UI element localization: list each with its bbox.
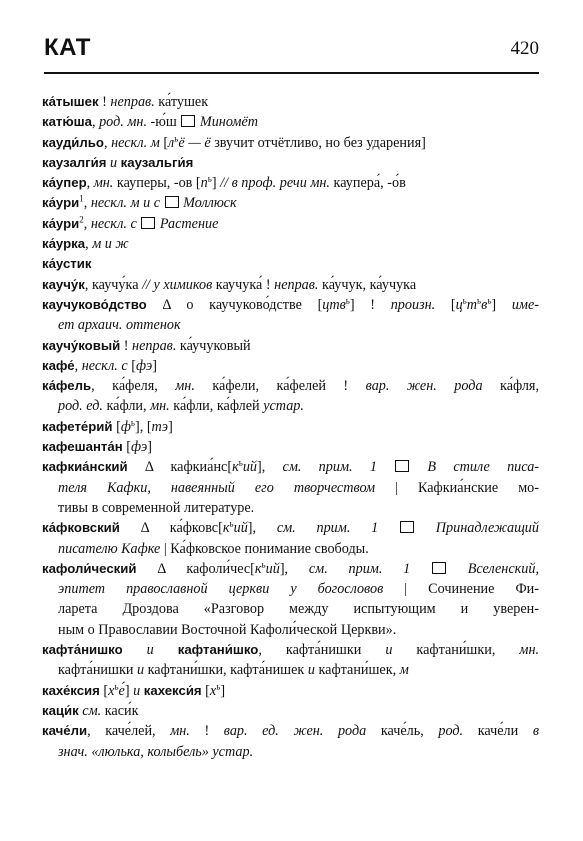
entry-text: каси́к — [101, 702, 139, 719]
italic-note: ий — [233, 520, 248, 537]
headword: ка́фковский — [42, 520, 120, 536]
entry-text: , — [103, 134, 112, 151]
italic-note: и — [385, 642, 393, 659]
italic-note: В стиле писа- — [410, 459, 540, 476]
headword: кафе́ — [42, 357, 75, 373]
entry-line — [44, 173, 539, 193]
entry-line — [44, 701, 539, 721]
italic-note: ё — ё — [178, 134, 211, 151]
illustration-box-icon — [395, 460, 409, 472]
entry-text: ! — [98, 94, 111, 110]
headword: каузалги́я — [42, 154, 107, 170]
italic-note: род. ед. — [58, 398, 103, 415]
italic-note: и — [133, 682, 144, 699]
dictionary-entry — [44, 336, 539, 356]
entry-text: Δ кафоли́чес[ — [136, 560, 255, 577]
italic-note: Моллюск — [179, 195, 237, 212]
italic-note: см. прим. 1 — [282, 459, 395, 476]
entry-line — [44, 234, 539, 254]
entry-text: ] — [211, 175, 221, 192]
entry-text: , — [83, 215, 91, 232]
italic-note: нескл. с — [81, 357, 128, 374]
italic-note: // у химиков — [142, 276, 213, 293]
entry-text: ка́фля, — [482, 378, 540, 395]
entry-text: , — [85, 236, 93, 253]
italic-note: и — [106, 154, 121, 171]
entry-text: ] — [147, 439, 153, 456]
italic-note: мн. — [93, 175, 114, 192]
entry-text: ка́учуковый — [176, 337, 251, 354]
dictionary-entry — [44, 681, 539, 701]
italic-note: тэ — [151, 418, 169, 435]
headword: кафоли́ческий — [42, 560, 137, 576]
entry-text: [ — [127, 357, 136, 374]
entries-list — [44, 92, 539, 762]
entry-text: Δ кафкиа́нс[ — [127, 459, 233, 476]
entry-text: ка́фели, ка́фелей ! — [194, 378, 366, 395]
headword: ка́устик — [42, 256, 92, 272]
superscript: ь — [207, 173, 212, 184]
entry-line — [44, 295, 539, 315]
headword: каучуково́дство — [42, 296, 147, 312]
headword: ка́ури — [42, 215, 80, 231]
superscript: ь — [174, 132, 179, 143]
italic-note: Принадлежащий — [415, 520, 539, 537]
entry-line — [44, 193, 539, 213]
italic-note: неправ. — [274, 276, 319, 293]
italic-note: ий — [242, 459, 257, 476]
italic-note: ф — [120, 418, 131, 435]
dictionary-entry — [44, 214, 539, 234]
entry-text: | Кафкиа́нские мо- — [375, 479, 539, 496]
superscript: ь — [216, 680, 221, 691]
entry-text: кафтани́шки, — [392, 642, 520, 659]
italic-note: мн. — [150, 398, 170, 415]
dictionary-entry — [44, 193, 539, 213]
entry-text: , — [91, 114, 100, 131]
entry-text: ], [ — [135, 418, 152, 435]
italic-note: м — [399, 662, 409, 679]
dictionary-entry — [44, 356, 539, 376]
italic-note: к — [254, 560, 262, 577]
italic-note: нескл. м и с — [90, 195, 164, 212]
dictionary-entry — [44, 254, 539, 274]
dictionary-entry — [44, 234, 539, 254]
entry-text: , каче́лей, — [87, 723, 171, 740]
headword: каузальги́я — [120, 154, 194, 170]
italic-note: и — [307, 662, 315, 679]
headword: каци́к — [42, 702, 79, 718]
italic-note: к — [222, 520, 230, 537]
headword: ка́тышек — [42, 94, 99, 109]
italic-note: вар. жен. рода — [365, 378, 483, 395]
header-rule — [44, 72, 539, 74]
headword: кахе́ксия — [42, 682, 100, 698]
entry-line — [44, 214, 539, 234]
entry-line — [44, 721, 539, 741]
dictionary-entry — [44, 437, 539, 457]
entry-continuation-line — [44, 396, 539, 416]
italic-note: вар. ед. жен. рода — [223, 723, 367, 740]
entry-text: , — [86, 175, 94, 192]
dictionary-entry — [44, 295, 539, 336]
headword: каче́ли — [42, 723, 88, 739]
headword: катю́ша — [42, 114, 92, 130]
dictionary-entry — [44, 518, 539, 559]
italic-note: Миномёт — [196, 114, 258, 131]
entry-text: | Ка́фковское понимание свободы. — [160, 540, 369, 557]
entry-text: [ — [435, 296, 456, 313]
dictionary-entry — [44, 457, 539, 518]
illustration-box-icon — [165, 196, 179, 208]
headword: ка́фель — [42, 378, 92, 394]
illustration-box-icon — [141, 217, 155, 229]
italic-note: // в проф. речи мн. — [220, 175, 330, 192]
entry-text: каупера́, -о́в — [329, 175, 406, 192]
entry-line — [44, 640, 539, 660]
italic-note: в — [481, 296, 488, 313]
italic-note: Растение — [156, 215, 219, 232]
headword: ка́урка — [42, 236, 86, 252]
headword: кахекси́я — [143, 682, 202, 698]
dictionary-entry — [44, 376, 539, 417]
entry-text: ] — [124, 682, 134, 699]
entry-text: , каучу́ка — [84, 276, 143, 293]
italic-note: род. мн. — [99, 114, 147, 131]
superscript: ь — [130, 417, 135, 428]
entry-continuation-line — [44, 620, 539, 640]
entry-text: каче́ли — [463, 723, 533, 740]
italic-note: эпитет православной церкви у богословов — [58, 581, 384, 598]
entry-text: ка́учук, ка́учука — [318, 276, 417, 293]
dictionary-entry — [44, 112, 539, 132]
entry-text: [ — [99, 682, 109, 699]
entry-text: ] — [168, 418, 173, 435]
illustration-box-icon — [432, 562, 446, 574]
entry-text: ! — [120, 337, 133, 354]
entry-text: [ — [112, 418, 121, 435]
entry-text: ], — [247, 520, 277, 537]
entry-line — [44, 559, 539, 579]
entry-text: [ — [201, 682, 210, 699]
entry-continuation-line — [44, 478, 539, 498]
entry-line — [44, 457, 539, 477]
entry-continuation-line — [44, 599, 539, 619]
entry-text: , кафта́нишки — [258, 642, 386, 659]
entry-text: ], — [279, 560, 309, 577]
italic-note: п — [200, 175, 208, 192]
superscript: ь — [114, 680, 119, 691]
italic-note: нескл. м — [111, 134, 160, 151]
entry-text: , — [83, 195, 91, 212]
superscript: 1 — [79, 193, 84, 204]
entry-line — [44, 133, 539, 153]
italic-note: писателю Кафке — [58, 540, 161, 557]
italic-note: см. прим. 1 — [276, 520, 399, 537]
italic-note: ий — [265, 560, 280, 577]
dictionary-entry — [44, 640, 539, 681]
entry-continuation-line — [44, 579, 539, 599]
entry-text: , ка́феля, — [91, 378, 176, 395]
italic-note: см. прим. 1 — [308, 560, 431, 577]
entry-text: ] — [152, 357, 158, 374]
headword: ка́ури — [42, 195, 80, 211]
entry-text: ] — [220, 682, 226, 699]
entry-line — [44, 437, 539, 457]
italic-note: нескл. с — [90, 215, 141, 232]
dictionary-entry — [44, 153, 539, 173]
entry-line — [44, 376, 539, 396]
dictionary-entry — [44, 275, 539, 295]
entry-text: звучит отчётливо, но без ударения] — [210, 134, 426, 151]
entry-line — [44, 356, 539, 376]
dictionary-entry — [44, 721, 539, 762]
headword: кафта́нишко — [42, 642, 123, 658]
italic-note: л — [168, 134, 175, 151]
italic-note: м и ж — [92, 236, 129, 253]
superscript: ь — [238, 457, 243, 468]
dictionary-entry — [44, 417, 539, 437]
italic-note: мн. — [170, 723, 190, 740]
italic-note: име- — [511, 296, 539, 313]
headword: кафтани́шко — [177, 642, 259, 658]
superscript: ь — [487, 295, 492, 306]
entry-line — [44, 518, 539, 538]
dictionary-entry — [44, 173, 539, 193]
superscript: ь — [462, 295, 467, 306]
headword: кафете́рий — [42, 418, 113, 434]
italic-note: е́ — [118, 682, 125, 699]
italic-note: неправ. — [132, 337, 177, 354]
entry-continuation-line — [44, 742, 539, 762]
superscript: ь — [345, 295, 350, 306]
entry-text: ка́фли, — [102, 398, 151, 415]
italic-note: х — [209, 682, 217, 699]
headword: каучу́ковый — [42, 337, 121, 353]
entry-continuation-line — [44, 539, 539, 559]
entry-text: каучука́ ! — [212, 276, 275, 293]
dictionary-entry — [44, 559, 539, 640]
entry-text: | Сочинение Фи- — [383, 581, 539, 598]
headword: кафешанта́н — [42, 439, 123, 455]
entry-line — [44, 92, 539, 112]
entry-text: ! — [189, 723, 224, 740]
italic-note: теля Кафки, навеянный его творчеством — [58, 479, 376, 496]
superscript: 2 — [79, 214, 84, 225]
italic-note: мн. — [519, 642, 540, 659]
entry-text: ка́фли, ка́флей — [169, 398, 264, 415]
entry-continuation-line — [44, 315, 539, 335]
italic-note: Вселенский, — [446, 560, 539, 577]
entry-line — [44, 681, 539, 701]
dictionary-entry — [44, 701, 539, 721]
italic-note: ц — [455, 296, 463, 313]
italic-note: фэ — [135, 357, 153, 374]
page-header — [44, 34, 539, 70]
italic-note: цтв — [322, 296, 346, 313]
entry-text: ] ! — [349, 296, 391, 313]
entry-line — [44, 417, 539, 437]
italic-note: ет архаич. оттенок — [58, 317, 181, 334]
illustration-box-icon — [400, 521, 414, 533]
entry-line — [44, 336, 539, 356]
italic-note: род. — [438, 723, 464, 740]
entry-text: кафта́нишки — [58, 662, 137, 679]
italic-note: в — [532, 723, 539, 740]
italic-note: и — [122, 642, 178, 659]
illustration-box-icon — [181, 115, 195, 127]
entry-line — [44, 112, 539, 132]
entry-text: каче́ль, — [366, 723, 439, 740]
italic-note: устар. — [263, 398, 304, 415]
superscript: ь — [477, 295, 482, 306]
headword: каучу́к — [42, 276, 85, 292]
italic-note: фэ — [130, 439, 148, 456]
entry-text: , — [74, 357, 82, 374]
italic-note: неправ. — [110, 94, 155, 110]
entry-text: ларета Дроздова «Разговор между испытующим и уверен- — [58, 601, 539, 618]
entry-text: -ю́ш — [147, 114, 181, 131]
entry-text: тивы в современной литературе. — [58, 499, 255, 516]
entry-line — [44, 275, 539, 295]
running-headword: КАТ — [44, 34, 91, 61]
entry-text: [ — [122, 439, 131, 456]
superscript: ь — [229, 518, 234, 529]
entry-text: кауперы, -ов [ — [113, 175, 201, 192]
headword: кафкиа́нский — [42, 459, 128, 475]
italic-note: мн. — [175, 378, 195, 395]
headword: ка́упер — [42, 175, 87, 191]
italic-note: знач. «люлька, колыбель» устар. — [58, 743, 254, 760]
entry-line — [44, 153, 539, 173]
entry-text: ным о Православии Восточной Кафоли́ческой Церкви». — [58, 621, 397, 638]
dictionary-entry — [44, 92, 539, 112]
entry-text: кафтани́шек, — [314, 662, 400, 679]
entry-continuation-line — [44, 660, 539, 680]
entry-text: [ — [159, 134, 169, 151]
entry-text: Δ о каучуково́дстве [ — [146, 296, 323, 313]
superscript: ь — [261, 559, 266, 570]
italic-note: т — [466, 296, 478, 313]
italic-note: к — [232, 459, 239, 476]
page-number: 420 — [510, 38, 539, 59]
entry-text: кафтани́шки, кафта́нишек — [144, 662, 308, 679]
entry-text: Δ ка́фковс[ — [119, 520, 223, 537]
entry-text: ] — [491, 296, 512, 313]
entry-line — [44, 254, 539, 274]
dictionary-entry — [44, 133, 539, 153]
italic-note: и — [136, 662, 145, 679]
entry-text: ка́тушек — [154, 94, 209, 110]
entry-continuation-line — [44, 498, 539, 518]
entry-text: ], — [257, 459, 283, 476]
headword: кауди́льо — [42, 134, 104, 150]
italic-note: х — [108, 682, 115, 699]
italic-note: произн. — [390, 296, 436, 313]
italic-note: см. — [78, 702, 102, 719]
